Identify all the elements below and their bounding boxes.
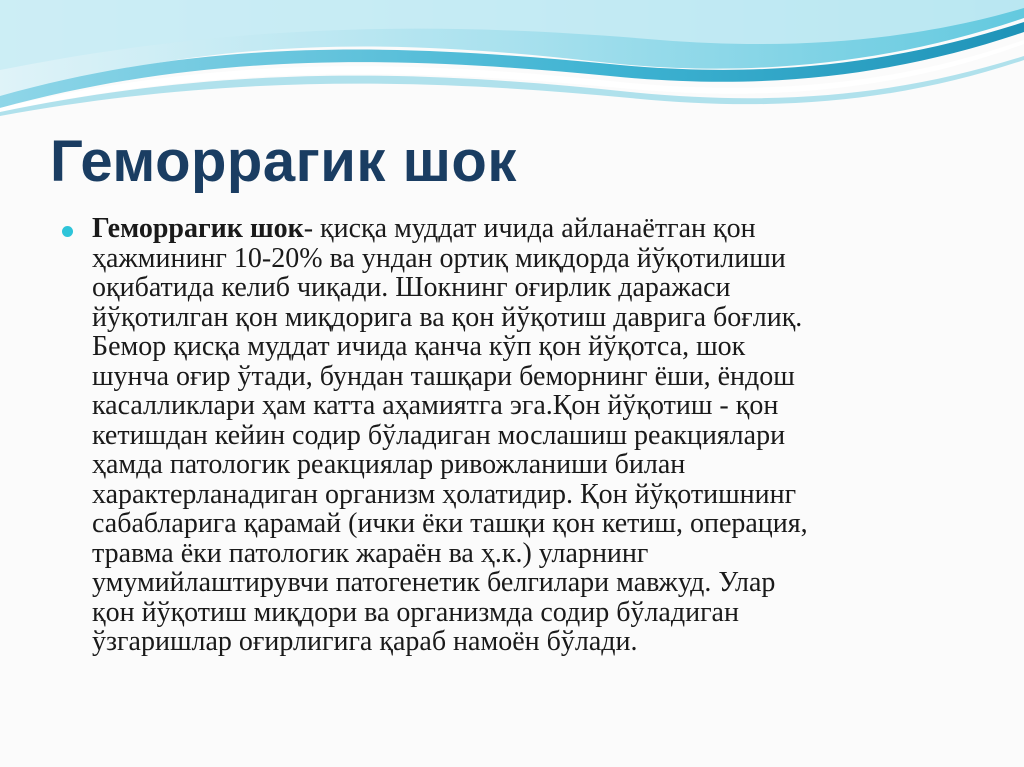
bullet-lead-term: Геморрагик шок: [92, 213, 304, 244]
bullet-line: умумийлаштирувчи патогенетик белгилари мавжуд. Улар: [92, 567, 776, 598]
bullet-line: йўқотилган қон миқдорига ва қон йўқотиш даврига боғлиқ.: [92, 301, 803, 333]
bullet-line: касалликлари ҳам катта аҳамиятга эга.Қон йўқотиш - қон: [92, 390, 779, 421]
slide-body: [62, 214, 982, 657]
bullet-line: шунча оғир ўтади, бундан ташқари беморнинг ёши, ёндош: [92, 360, 795, 392]
wave-header-decoration: [0, 0, 1024, 130]
bullet-line: Бемор қисқа муддат ичида қанча кўп қон йўқотса, шок: [92, 331, 746, 362]
slide-title: Геморрагик шок: [50, 129, 517, 194]
bullet-line: - қисқа муддат ичида айланаётган қон: [303, 213, 756, 244]
bullet-line: оқибатида келиб чиқади. Шокнинг оғирлик даражаси: [92, 272, 731, 303]
bullet-item: [62, 214, 982, 657]
bullet-line: ўзгаришлар оғирлигига қараб намоён бўлади.: [92, 626, 638, 657]
bullet-dot-icon: [62, 226, 73, 237]
bullet-paragraph: [92, 214, 982, 657]
bullet-line: ҳажмининг 10-20% ва ундан ортиқ миқдорда йўқотилиши: [92, 242, 786, 274]
bullet-line: қон йўқотиш миқдори ва организмда содир бўладиган: [92, 596, 739, 628]
bullet-line: кетишдан кейин содир бўладиган мослашиш реакциялари: [92, 419, 786, 451]
bullet-line: ҳамда патологик реакциялар ривожланиши билан: [92, 449, 686, 480]
bullet-line: травма ёки патологик жараён ва ҳ.к.) уларнинг: [92, 537, 649, 569]
bullet-line: характерланадиган организм ҳолатидир. Қон йўқотишнинг: [92, 478, 797, 510]
bullet-line: сабабларига қарамай (ички ёки ташқи қон кетиш, операция,: [92, 508, 808, 539]
